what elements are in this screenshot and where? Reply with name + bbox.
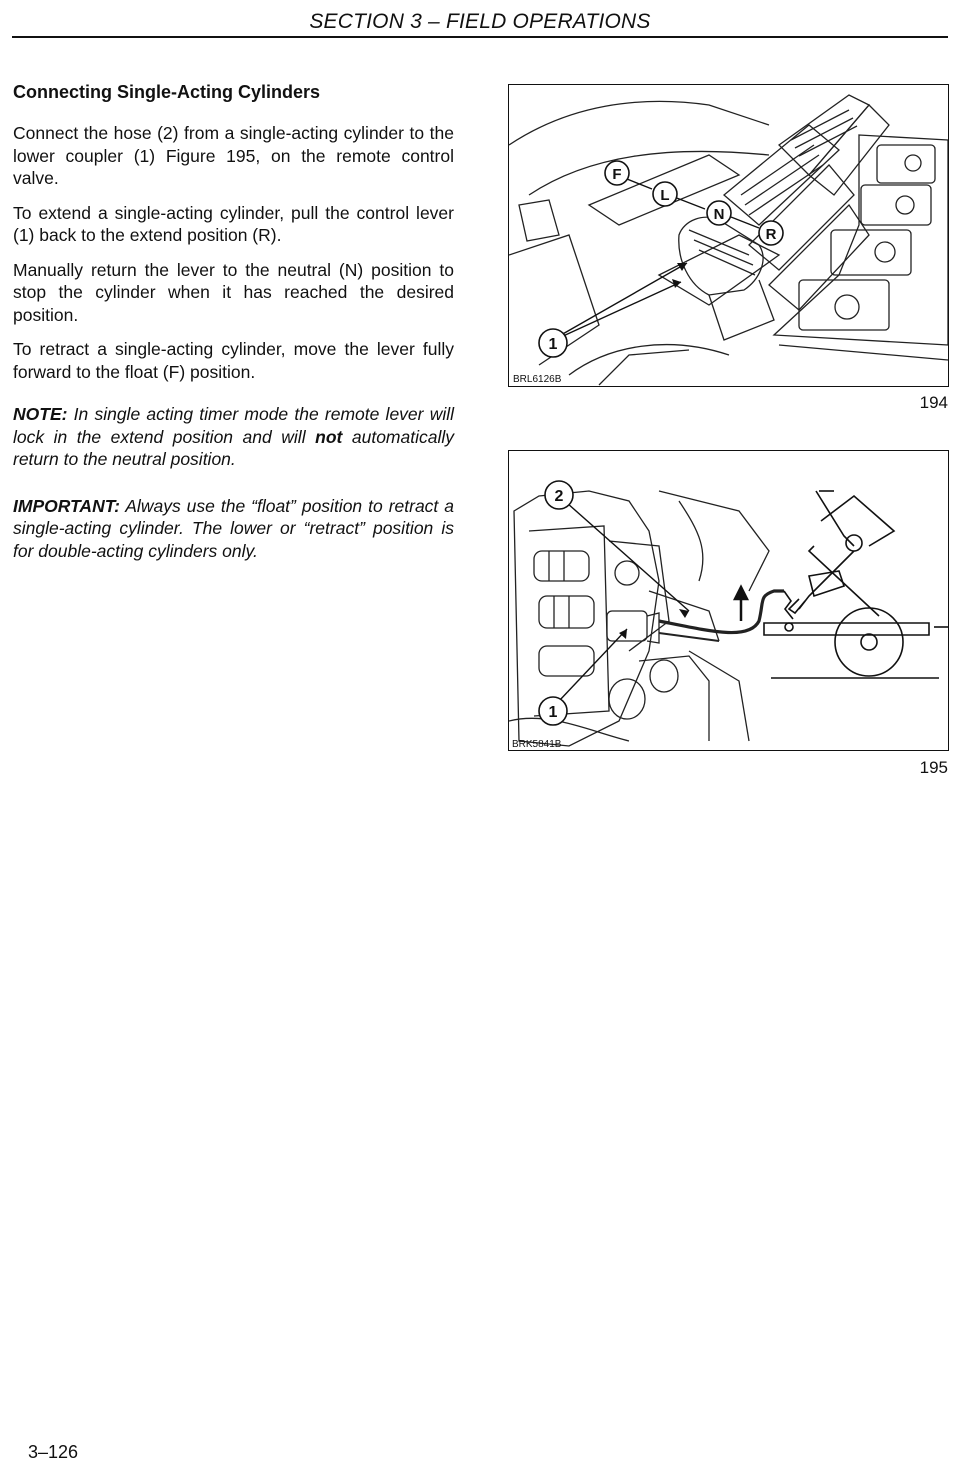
figure-number-195: 195 [919, 758, 948, 777]
callout-lever: 1 [548, 336, 558, 353]
callout-neutral: N [713, 206, 725, 223]
callout-lower: L [660, 187, 670, 204]
section-heading: Connecting Single-Acting Cylinders [13, 82, 321, 102]
important-block [13, 495, 454, 563]
paragraph-neutral: Manually return the lever to the neutral (N) position to stop the cylinder when it has reached the desired position. [13, 259, 454, 325]
note-emphasis: not [315, 426, 343, 447]
control-lever-illustration [509, 85, 948, 386]
important-label: IMPORTANT: [13, 495, 120, 516]
important-text: Always use the “float” position to retract a single-acting cylinder. The lower or “retract” position is for double-acting cylinders only. [13, 495, 454, 561]
callout-coupler: 1 [548, 704, 558, 721]
coupler-illustration [509, 451, 948, 750]
figure-code-194: BRL6126B [513, 374, 562, 385]
text-column [13, 80, 454, 586]
note-block [13, 403, 454, 471]
section-title: SECTION 3 – FIELD OPERATIONS [309, 10, 651, 33]
page-number: 3–126 [28, 1442, 79, 1462]
paragraph-retract: To retract a single-acting cylinder, move the lever fully forward to the float (F) position. [13, 339, 454, 382]
section-header [12, 8, 948, 38]
note-text-2: automatically return to the neutral position. [13, 426, 454, 469]
note-label: NOTE: [13, 404, 68, 424]
callout-retract: R [765, 226, 777, 243]
paragraph-connect-hose: Connect the hose (2) from a single-acting cylinder to the lower coupler (1) Figure 195, on the remote control valve. [13, 123, 454, 188]
figure-194-illustration [508, 84, 949, 387]
figure-code-195: BRK5841B [512, 739, 562, 750]
figure-number-194: 194 [919, 393, 948, 412]
note-text-1: In single acting timer mode the remote lever will lock in the extend position and will [13, 404, 454, 447]
callout-hose: 2 [554, 488, 564, 505]
callout-float: F [612, 166, 622, 183]
figure-195-illustration [508, 450, 949, 751]
paragraph-extend: To extend a single-acting cylinder, pull the control lever (1) back to the extend position (R). [13, 202, 454, 245]
